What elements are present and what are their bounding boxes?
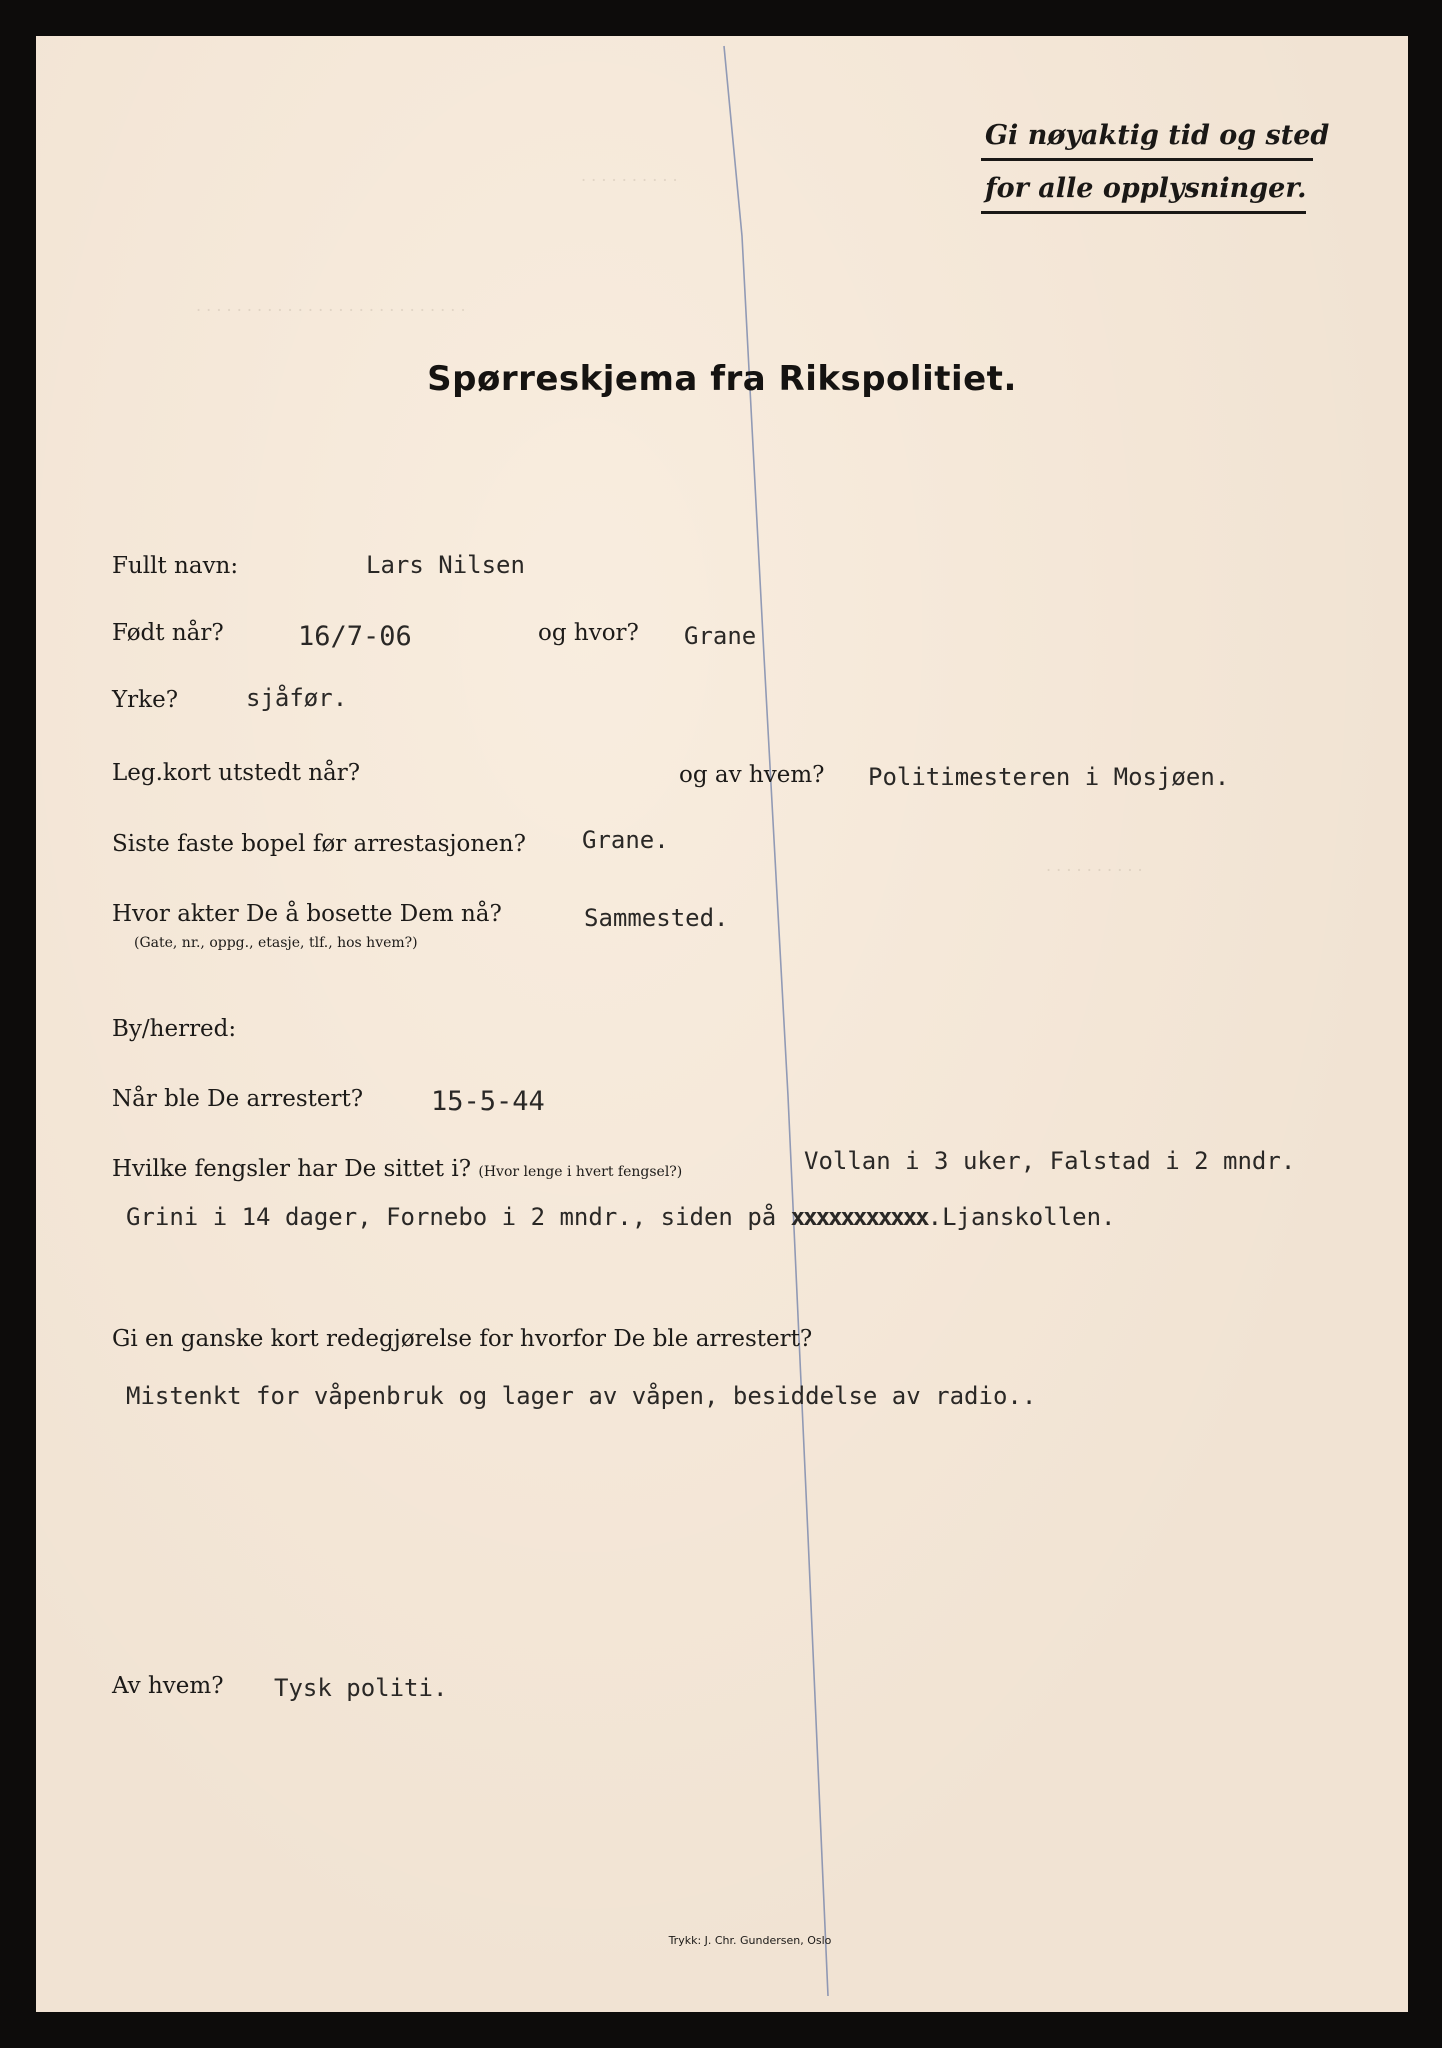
arrested-by-label: Av hvem? (112, 1673, 224, 1699)
prisons-hint: (Hvor lenge i hvert fengsel?) (478, 1164, 683, 1180)
bleed-through-text: . . . . . . . . . . (581, 166, 678, 185)
born-where-label: og hvor? (538, 620, 639, 646)
prisons-value-line-2-start: Grini i 14 dager, Fornebo i 2 mndr., siden på (126, 1203, 791, 1231)
arrest-reason-label: Gi en ganske kort redegjørelse for hvorfor De ble arrestert? (112, 1326, 813, 1352)
bleed-through-text: . . . . . . . . . . . . . . . . . . . . . . . . . . . (196, 296, 466, 315)
notice-line-1: Gi nøyaktig tid og sted (981, 114, 1313, 161)
settle-address-value: Sammested. (584, 904, 729, 932)
municipality-label: By/herred: (112, 1016, 237, 1042)
prisons-label (112, 1156, 682, 1182)
full-name-label: Fullt navn: (112, 553, 239, 579)
prisons-value-line-2 (126, 1203, 1115, 1231)
id-card-issued-by-value: Politimesteren i Mosjøen. (868, 763, 1230, 791)
arrest-reason-value: Mistenkt for våpenbruk og lager av våpen, besiddelse av radio.. (126, 1382, 1037, 1410)
id-card-issued-label: Leg.kort utstedt når? (112, 760, 361, 786)
prisons-value-struck-out: xxxxxxxxxxx (790, 1203, 928, 1231)
prisons-value-line-2-end: .Ljanskollen. (927, 1203, 1116, 1231)
born-when-label: Født når? (112, 620, 224, 646)
notice-line-2: for alle opplysninger. (981, 167, 1306, 214)
id-card-issued-by-label: og av hvem? (679, 762, 825, 788)
last-residence-label: Siste faste bopel før arrestasjonen? (112, 831, 526, 857)
fold-line (36, 36, 1408, 2012)
arrested-by-value: Tysk politi. (274, 1674, 448, 1702)
bleed-through-text: . . . . . . . . . . (1046, 856, 1143, 875)
prisons-value-line-1: Vollan i 3 uker, Falstad i 2 mndr. (804, 1147, 1296, 1175)
born-when-value: 16/7-06 (298, 621, 412, 652)
arrested-when-label: Når ble De arrestert? (112, 1086, 364, 1112)
born-where-value: Grane (684, 622, 757, 650)
settle-address-label: Hvor akter De å bosette Dem nå? (112, 901, 502, 927)
settle-address-hint: (Gate, nr., oppg., etasje, tlf., hos hvem?) (134, 935, 418, 951)
form-title: Spørreskjema fra Rikspolitiet. (427, 359, 1017, 399)
full-name-value: Lars Nilsen (366, 551, 525, 579)
occupation-label: Yrke? (112, 687, 179, 713)
questionnaire-page (36, 36, 1408, 2012)
occupation-value: sjåfør. (246, 684, 348, 712)
printer-imprint: Trykk: J. Chr. Gundersen, Oslo (668, 1934, 832, 1947)
prisons-question: Hvilke fengsler har De sittet i? (112, 1156, 472, 1182)
notice-box (981, 114, 1330, 214)
arrested-when-value: 15-5-44 (431, 1086, 545, 1117)
last-residence-value: Grane. (582, 826, 669, 854)
